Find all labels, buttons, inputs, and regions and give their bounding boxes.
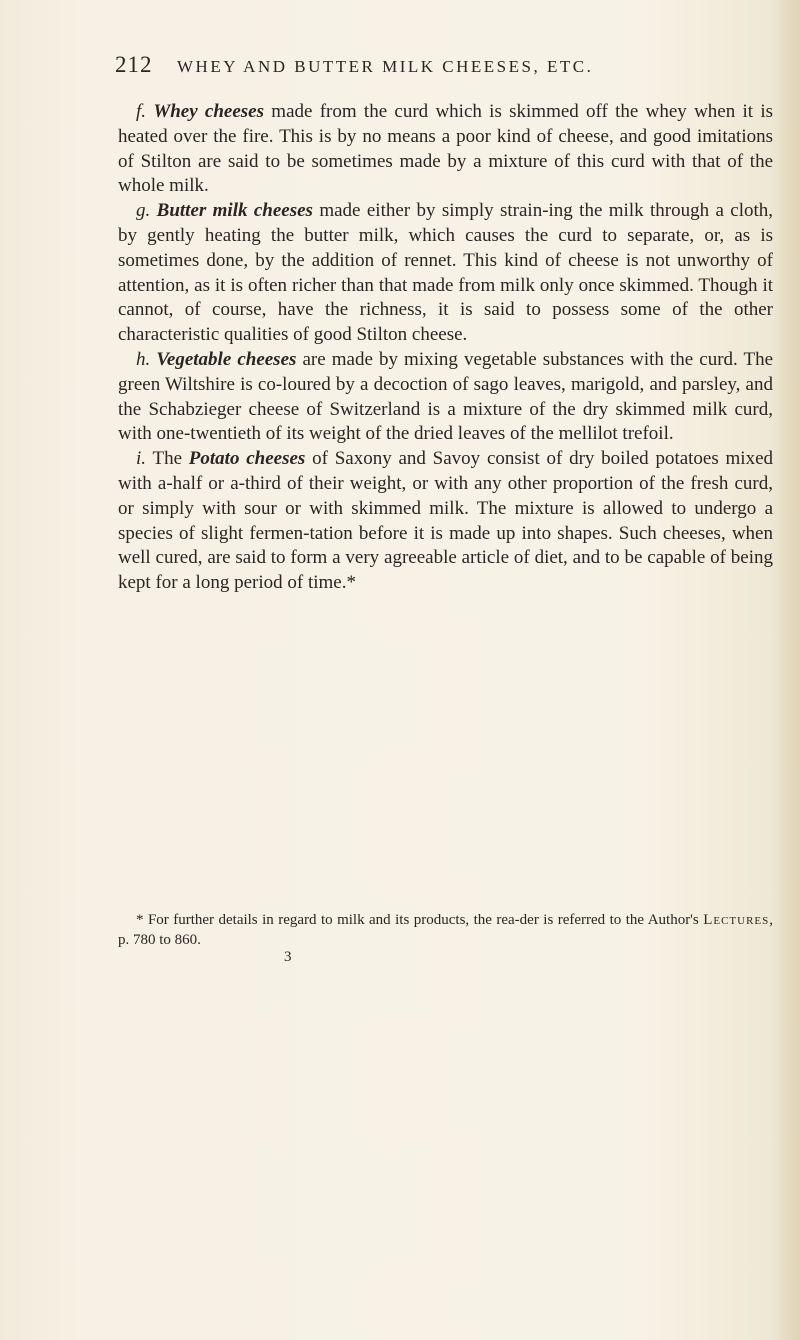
paragraph-text: made either by simply strain-ing the milk through a cloth, by gently heating the butter milk, which causes the curd to separate, or, as is sometimes done, by the addition of rennet. This kind of cheese is not unworthy of attention, as it is often richer than that made from milk only once skimmed. Though it cannot, of course, have the richness, it is said to possess some of the other characteristic qualities of good Stilton cheese. xyxy=(118,200,774,346)
page-edge-shadow xyxy=(774,0,800,1340)
paragraph-vegetable-cheeses xyxy=(118,348,773,447)
term-whey-cheeses: Whey cheeses xyxy=(153,101,265,122)
footnote-before: * For further details in regard to milk and its products, the rea-der is referred to the Author's xyxy=(136,912,699,928)
paragraph-potato-cheeses xyxy=(118,447,773,596)
page-number: 212 xyxy=(115,52,153,77)
paragraph-text: of Saxony and Savoy consist of dry boiled potatoes mixed with a-half or a-third of their weight, or with any other proportion of the fresh curd, or simply with sour or with skimmed milk. The mixture is allowed to undergo a species of slight fermen-tation before it is made up into shapes. Such cheeses, when well cured, are said to form a very agreeable article of diet, and to be capable of being kept for a long period of time.* xyxy=(118,448,774,594)
term-vegetable-cheeses: Vegetable cheeses xyxy=(156,348,297,370)
paragraph-label: h. xyxy=(136,348,151,370)
paragraph-label: f. xyxy=(136,101,147,122)
paragraph-text: made from the curd which is skimmed off the whey when it is heated over the fire. This is by no means a poor kind of cheese, and good imitations of Stilton are said to be sometimes made by a mixture of this curd with that of the whole milk. xyxy=(118,101,774,197)
footnote-lectures: Lectures xyxy=(703,912,770,928)
term-potato-cheeses: Potato cheeses xyxy=(188,448,306,470)
paragraph-label: i. xyxy=(136,448,147,470)
signature-mark: 3 xyxy=(284,949,292,965)
footnote-after: , p. 780 to 860. xyxy=(118,912,773,948)
footnote-text xyxy=(118,910,773,950)
running-head: WHEY AND BUTTER MILK CHEESES, ETC. xyxy=(177,57,594,76)
paragraph-label: g. xyxy=(136,200,151,222)
page-header xyxy=(115,52,755,82)
body-text xyxy=(118,100,773,596)
paragraph-text: are made by mixing vegetable substances with the curd. The green Wiltshire is co-loured by a decoction of sago leaves, marigold, and parsley, and the Schabzieger cheese of Switzerland is a mixture of the dry skimmed milk curd, with one-twentieth of its weight of the dried leaves of the mellilot trefoil. xyxy=(118,348,774,445)
paragraph-whey-cheeses xyxy=(118,100,773,199)
paragraph-lead: The xyxy=(152,448,183,470)
term-butter-milk-cheeses: Butter milk cheeses xyxy=(156,200,313,222)
footnote xyxy=(118,910,773,950)
paragraph-butter-milk-cheeses xyxy=(118,199,773,348)
